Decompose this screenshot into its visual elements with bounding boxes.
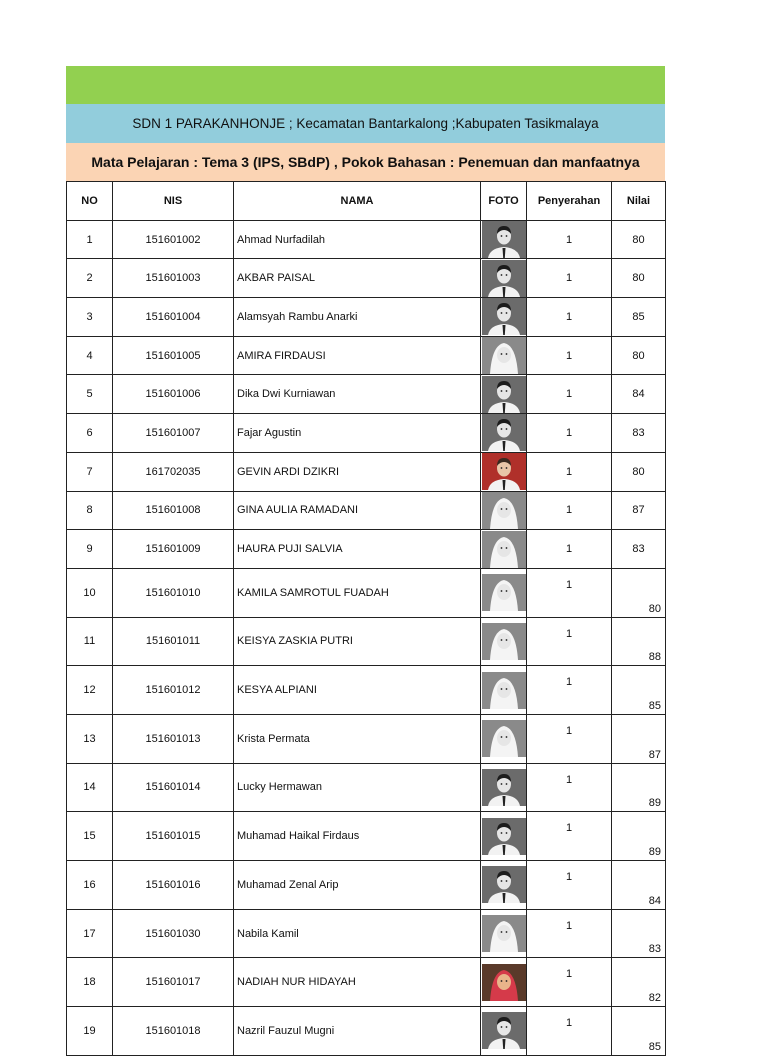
cell-nama: HAURA PUJI SALVIA (234, 530, 481, 569)
cell-nama: KAMILA SAMROTUL FUADAH (234, 568, 481, 617)
table-row (67, 763, 666, 812)
cell-penyerahan: 1 (527, 812, 612, 861)
student-photo (481, 337, 526, 374)
cell-nilai: 83 (612, 414, 666, 453)
student-photo (481, 818, 526, 855)
table-row (67, 336, 666, 375)
cell-nilai: 87 (612, 714, 666, 763)
cell-foto (481, 452, 527, 491)
cell-nis: 151601016 (113, 861, 234, 910)
cell-nama: GINA AULIA RAMADANI (234, 491, 481, 530)
cell-nis: 151601018 (113, 1007, 234, 1056)
cell-nis: 151601015 (113, 812, 234, 861)
cell-penyerahan: 1 (527, 714, 612, 763)
table-row (67, 958, 666, 1007)
cell-penyerahan: 1 (527, 298, 612, 337)
cell-nilai: 85 (612, 1007, 666, 1056)
cell-nis: 151601006 (113, 375, 234, 414)
cell-nama: NADIAH NUR HIDAYAH (234, 958, 481, 1007)
cell-foto (481, 861, 527, 910)
cell-no: 3 (67, 298, 113, 337)
cell-nama: AMIRA FIRDAUSI (234, 336, 481, 375)
cell-foto (481, 666, 527, 715)
cell-nilai: 85 (612, 666, 666, 715)
table-row (67, 259, 666, 298)
cell-no: 5 (67, 375, 113, 414)
cell-nama: Alamsyah Rambu Anarki (234, 298, 481, 337)
table-row (67, 375, 666, 414)
student-photo (481, 453, 526, 490)
subject-line: Mata Pelajaran : Tema 3 (IPS, SBdP) , Pokok Bahasan : Penemuan dan manfaatnya (91, 154, 640, 170)
cell-no: 15 (67, 812, 113, 861)
student-photo (481, 672, 526, 709)
cell-penyerahan: 1 (527, 530, 612, 569)
cell-nilai: 89 (612, 812, 666, 861)
cell-nilai: 80 (612, 220, 666, 259)
column-header-nilai: Nilai (612, 182, 666, 221)
cell-no: 1 (67, 220, 113, 259)
table-row (67, 491, 666, 530)
column-header-nis: NIS (113, 182, 234, 221)
cell-nama: GEVIN ARDI DZIKRI (234, 452, 481, 491)
cell-foto (481, 530, 527, 569)
cell-no: 17 (67, 909, 113, 958)
cell-nis: 151601030 (113, 909, 234, 958)
table-row (67, 568, 666, 617)
cell-nilai: 80 (612, 568, 666, 617)
cell-no: 2 (67, 259, 113, 298)
cell-no: 19 (67, 1007, 113, 1056)
table-row (67, 530, 666, 569)
table-row (67, 909, 666, 958)
table-row (67, 298, 666, 337)
cell-nis: 151601012 (113, 666, 234, 715)
cell-penyerahan: 1 (527, 414, 612, 453)
cell-no: 14 (67, 763, 113, 812)
cell-nama: KEISYA ZASKIA PUTRI (234, 617, 481, 666)
cell-penyerahan: 1 (527, 1007, 612, 1056)
cell-foto (481, 568, 527, 617)
table-row (67, 1007, 666, 1056)
cell-penyerahan: 1 (527, 958, 612, 1007)
subject-header (66, 143, 665, 181)
cell-foto (481, 491, 527, 530)
student-grade-sheet (66, 66, 665, 1056)
student-photo (481, 720, 526, 757)
school-header (66, 104, 665, 143)
cell-no: 18 (67, 958, 113, 1007)
cell-nis: 151601005 (113, 336, 234, 375)
student-photo (481, 1012, 526, 1049)
cell-penyerahan: 1 (527, 452, 612, 491)
cell-foto (481, 259, 527, 298)
cell-nilai: 82 (612, 958, 666, 1007)
cell-foto (481, 617, 527, 666)
cell-foto (481, 958, 527, 1007)
student-photo (481, 964, 526, 1001)
cell-no: 7 (67, 452, 113, 491)
cell-nilai: 84 (612, 861, 666, 910)
table-row (67, 666, 666, 715)
student-photo (481, 623, 526, 660)
school-line: SDN 1 PARAKANHONJE ; Kecamatan Bantarkalong ;Kabupaten Tasikmalaya (132, 116, 599, 131)
column-header-no: NO (67, 182, 113, 221)
cell-foto (481, 298, 527, 337)
cell-nis: 151601007 (113, 414, 234, 453)
student-photo (481, 866, 526, 903)
cell-no: 16 (67, 861, 113, 910)
cell-nama: KESYA ALPIANI (234, 666, 481, 715)
student-photo (481, 376, 526, 413)
cell-nis: 151601014 (113, 763, 234, 812)
cell-penyerahan: 1 (527, 568, 612, 617)
student-photo (481, 221, 526, 258)
column-header-penyerahan: Penyerahan (527, 182, 612, 221)
student-photo (481, 531, 526, 568)
cell-nama: Ahmad Nurfadilah (234, 220, 481, 259)
cell-no: 13 (67, 714, 113, 763)
cell-penyerahan: 1 (527, 861, 612, 910)
student-photo (481, 915, 526, 952)
cell-nis: 151601010 (113, 568, 234, 617)
cell-penyerahan: 1 (527, 666, 612, 715)
student-photo (481, 769, 526, 806)
cell-nilai: 88 (612, 617, 666, 666)
cell-nis: 151601009 (113, 530, 234, 569)
table-row (67, 861, 666, 910)
cell-nama: Nabila Kamil (234, 909, 481, 958)
cell-nama: Muhamad Haikal Firdaus (234, 812, 481, 861)
table-header-row (67, 182, 666, 221)
student-photo (481, 414, 526, 451)
cell-nilai: 83 (612, 909, 666, 958)
cell-nis: 151601003 (113, 259, 234, 298)
cell-nis: 151601004 (113, 298, 234, 337)
cell-nilai: 85 (612, 298, 666, 337)
cell-foto (481, 336, 527, 375)
cell-nama: Lucky Hermawan (234, 763, 481, 812)
cell-no: 11 (67, 617, 113, 666)
cell-no: 12 (67, 666, 113, 715)
cell-nilai: 84 (612, 375, 666, 414)
cell-foto (481, 1007, 527, 1056)
cell-penyerahan: 1 (527, 336, 612, 375)
cell-nis: 151601017 (113, 958, 234, 1007)
cell-nis: 151601011 (113, 617, 234, 666)
cell-no: 6 (67, 414, 113, 453)
cell-nama: Krista Permata (234, 714, 481, 763)
cell-foto (481, 714, 527, 763)
cell-penyerahan: 1 (527, 220, 612, 259)
student-photo (481, 574, 526, 611)
table-row (67, 414, 666, 453)
cell-nama: Muhamad Zenal Arip (234, 861, 481, 910)
table-row (67, 714, 666, 763)
table-row (67, 812, 666, 861)
cell-foto (481, 220, 527, 259)
cell-nis: 161702035 (113, 452, 234, 491)
cell-penyerahan: 1 (527, 259, 612, 298)
student-photo (481, 298, 526, 335)
cell-no: 8 (67, 491, 113, 530)
cell-nis: 151601002 (113, 220, 234, 259)
cell-nilai: 87 (612, 491, 666, 530)
cell-foto (481, 414, 527, 453)
cell-foto (481, 812, 527, 861)
table-row (67, 220, 666, 259)
cell-penyerahan: 1 (527, 491, 612, 530)
table-row (67, 452, 666, 491)
column-header-nama: NAMA (234, 182, 481, 221)
cell-foto (481, 375, 527, 414)
cell-nilai: 80 (612, 452, 666, 491)
cell-nilai: 80 (612, 259, 666, 298)
cell-nis: 151601013 (113, 714, 234, 763)
cell-nilai: 83 (612, 530, 666, 569)
student-photo (481, 492, 526, 529)
cell-nama: AKBAR PAISAL (234, 259, 481, 298)
cell-penyerahan: 1 (527, 763, 612, 812)
cell-nama: Dika Dwi Kurniawan (234, 375, 481, 414)
cell-nis: 151601008 (113, 491, 234, 530)
column-header-foto: FOTO (481, 182, 527, 221)
cell-nilai: 80 (612, 336, 666, 375)
grades-table (66, 181, 666, 1056)
cell-penyerahan: 1 (527, 909, 612, 958)
table-row (67, 617, 666, 666)
cell-no: 10 (67, 568, 113, 617)
cell-nama: Fajar Agustin (234, 414, 481, 453)
cell-nama: Nazril Fauzul Mugni (234, 1007, 481, 1056)
cell-foto (481, 763, 527, 812)
header-band-green (66, 66, 665, 104)
cell-no: 4 (67, 336, 113, 375)
cell-penyerahan: 1 (527, 617, 612, 666)
cell-nilai: 89 (612, 763, 666, 812)
cell-foto (481, 909, 527, 958)
cell-no: 9 (67, 530, 113, 569)
student-photo (481, 260, 526, 297)
cell-penyerahan: 1 (527, 375, 612, 414)
